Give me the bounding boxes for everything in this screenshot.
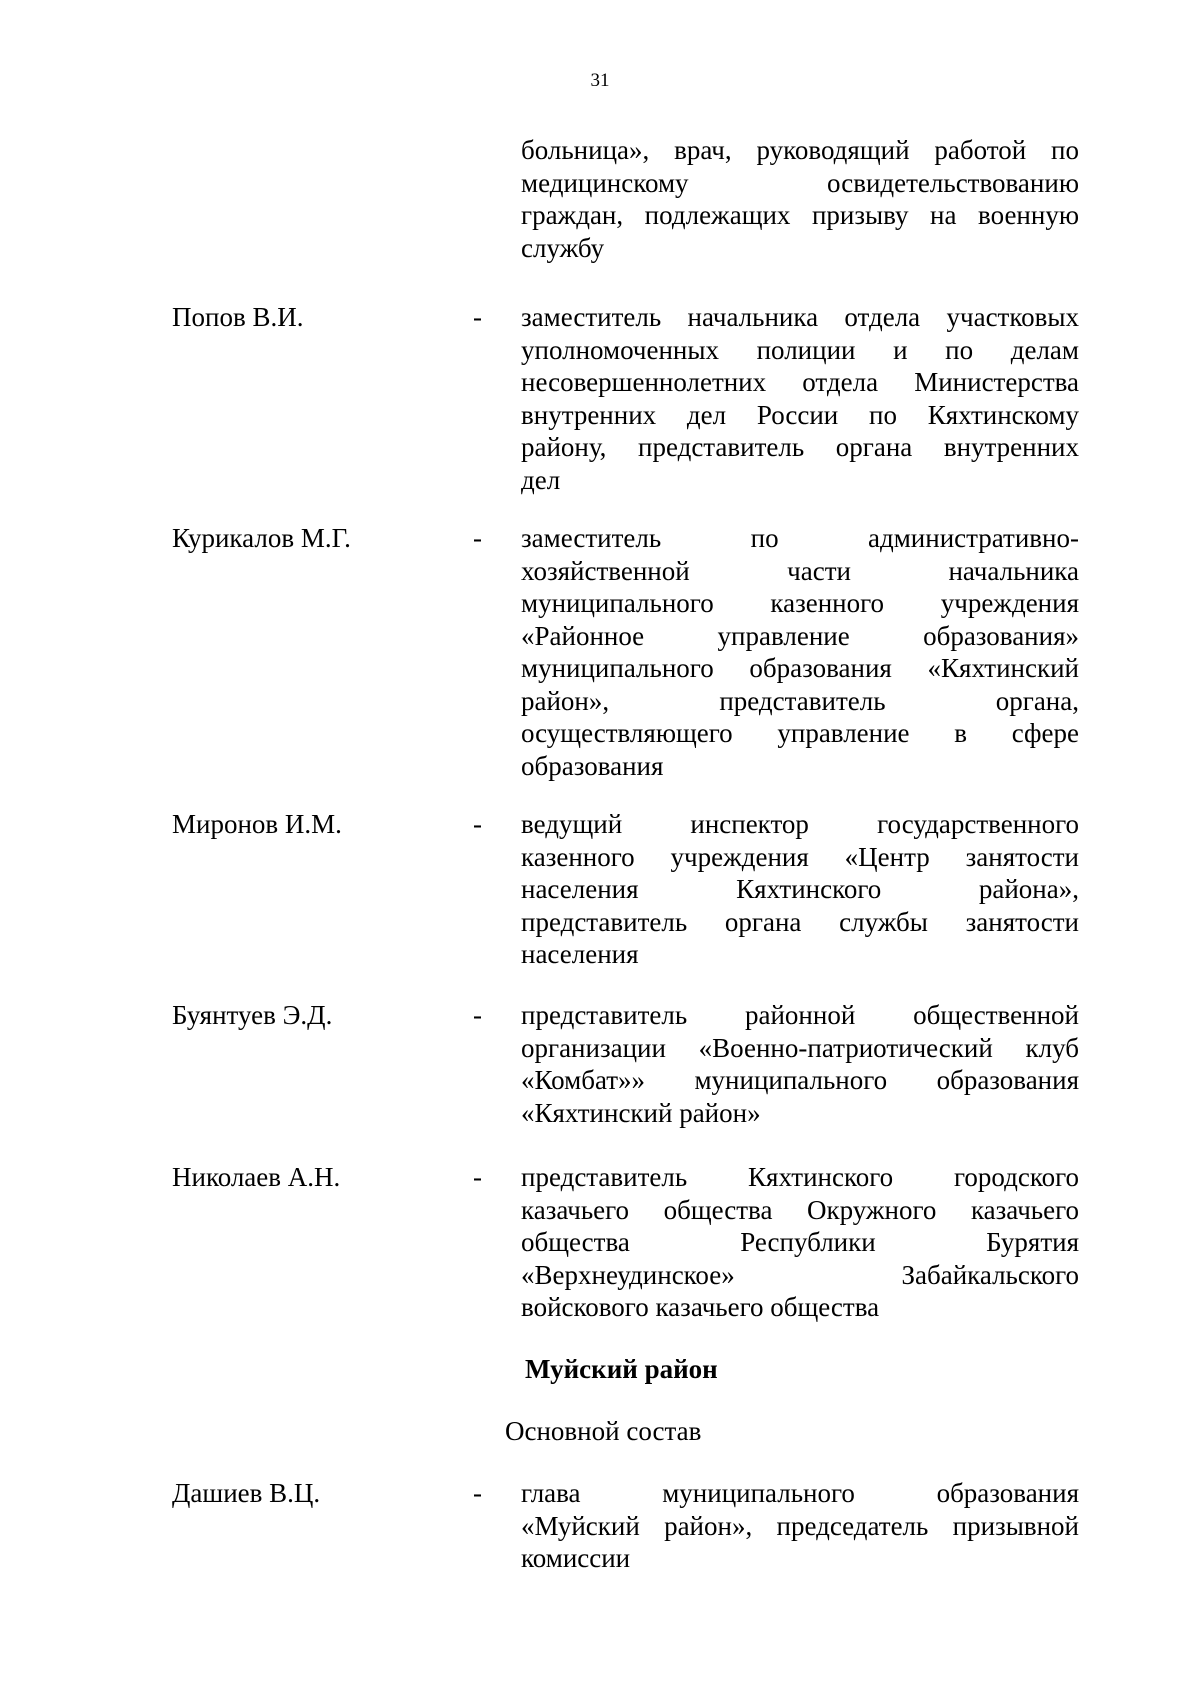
description-line: образования	[521, 750, 664, 781]
description-line: «Верхнеудинское» Забайкальского	[521, 1259, 1079, 1290]
member-name: Николаев А.Н.	[172, 1162, 341, 1192]
member-name: Дашиев В.Ц.	[172, 1478, 321, 1508]
entry-dash: -	[473, 523, 482, 553]
entry-dash: -	[473, 1162, 482, 1192]
description-line: войскового казачьего общества	[521, 1292, 880, 1322]
entry-description	[521, 301, 1079, 496]
member-name: Курикалов М.Г.	[172, 523, 351, 553]
description-line: заместитель начальника отдела участковых	[521, 302, 1079, 332]
description-line: несовершеннолетних отдела Министерства	[521, 367, 1079, 397]
member-name: Попов В.И.	[172, 302, 304, 332]
section-title: Муйский район	[525, 1354, 718, 1384]
description-line: больница», врач, руководящий работой по	[521, 135, 1079, 165]
entry-description	[521, 134, 1079, 264]
description-line: «Кяхтинский район»	[521, 1097, 761, 1128]
description-line: «Районное управление образования»	[521, 620, 1079, 651]
member-name: Миронов И.М.	[172, 809, 342, 839]
entry-dash: -	[473, 1478, 482, 1508]
description-line: ведущий инспектор государственного	[521, 809, 1079, 839]
description-line: представитель районной общественной	[521, 1000, 1079, 1030]
description-line: дел	[521, 464, 561, 495]
entry-description	[521, 522, 1079, 782]
description-line: казенного учреждения «Центр занятости	[521, 841, 1079, 872]
description-line: хозяйственной части начальника	[521, 555, 1079, 586]
description-line: уполномоченных полиции и по делам	[521, 334, 1079, 365]
entry-description	[521, 808, 1079, 971]
description-line: граждан, подлежащих призыву на военную	[521, 200, 1079, 230]
entry-dash: -	[473, 302, 482, 332]
description-line: населения Кяхтинского района»,	[521, 874, 1079, 904]
description-line: району, представитель органа внутренних	[521, 432, 1079, 462]
description-line: внутренних дел России по Кяхтинскому	[521, 399, 1079, 430]
entry-dash: -	[473, 1000, 482, 1030]
description-line: муниципального казенного учреждения	[521, 588, 1079, 618]
description-line: общества Республики Бурятия	[521, 1227, 1079, 1257]
description-line: организации «Военно-патриотический клуб	[521, 1032, 1079, 1063]
description-line: службу	[521, 232, 605, 263]
entry-description	[521, 999, 1079, 1129]
entry-description	[521, 1477, 1079, 1575]
member-name: Буянтуев Э.Д.	[172, 1000, 333, 1030]
description-line: глава муниципального образования	[521, 1478, 1079, 1508]
description-line: представитель Кяхтинского городского	[521, 1162, 1079, 1192]
entry-dash: -	[473, 809, 482, 839]
subsection-title: Основной состав	[505, 1416, 702, 1446]
description-line: район», представитель органа,	[521, 685, 1079, 716]
description-line: комиссии	[521, 1543, 631, 1573]
description-line: населения	[521, 939, 639, 969]
entry-description	[521, 1161, 1079, 1324]
description-line: представитель органа службы занятости	[521, 906, 1079, 937]
description-line: казачьего общества Окружного казачьего	[521, 1194, 1079, 1225]
description-line: «Муйский район», председатель призывной	[521, 1510, 1079, 1541]
description-line: муниципального образования «Кяхтинский	[521, 653, 1079, 683]
description-line: заместитель по административно-	[521, 523, 1079, 553]
description-line: «Комбат»» муниципального образования	[521, 1065, 1079, 1095]
description-line: осуществляющего управление в сфере	[521, 718, 1079, 748]
description-line: медицинскому освидетельствованию	[521, 167, 1079, 198]
page-number: 31	[590, 70, 610, 91]
